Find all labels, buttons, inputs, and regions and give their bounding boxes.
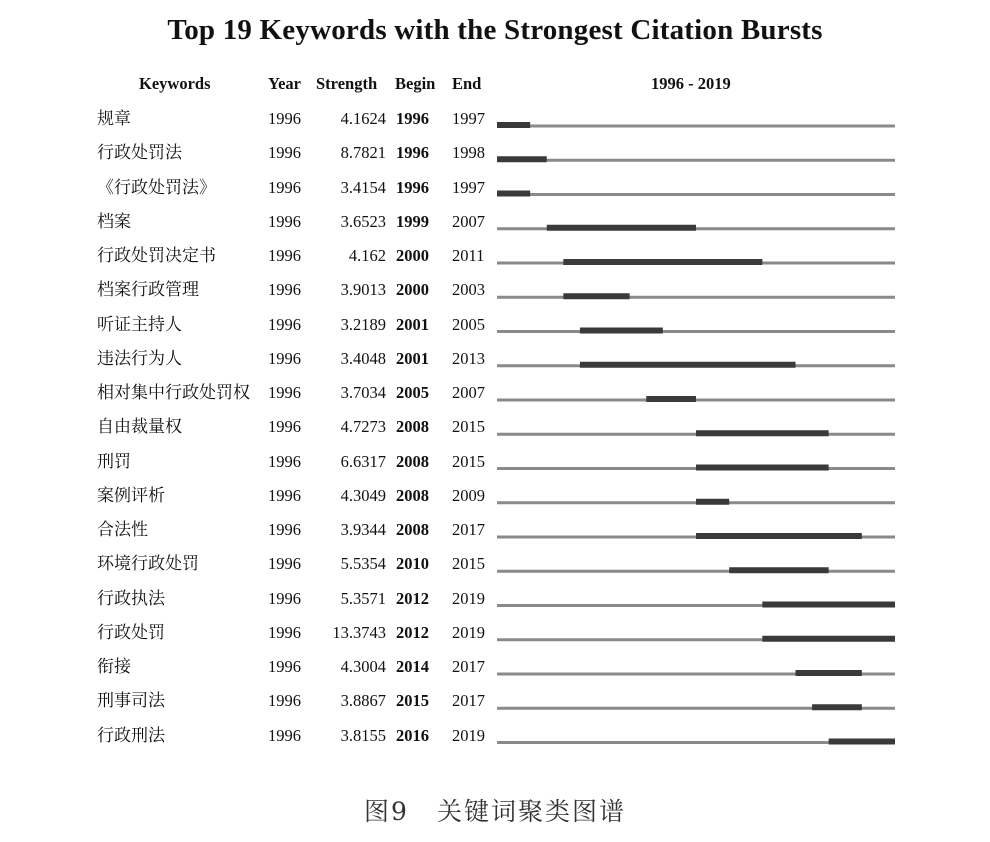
end-year: 2007 [452, 383, 485, 402]
strength-value: 3.9013 [340, 280, 386, 300]
keyword-label: 行政处罚 [97, 622, 165, 643]
strength-value: 8.7821 [340, 143, 386, 163]
end-year: 2017 [452, 657, 485, 676]
strength-value: 5.5354 [340, 554, 386, 574]
year-value: 1996 [268, 691, 301, 711]
header-keywords: Keywords [139, 74, 211, 93]
header-timeline-range: 1996 - 2019 [651, 74, 731, 93]
keyword-label: 行政执法 [97, 588, 165, 609]
header-begin: Begin [395, 74, 436, 93]
begin-year: 2001 [396, 348, 429, 368]
strength-value: 3.7034 [340, 383, 386, 402]
keyword-label: 衔接 [97, 657, 131, 677]
strength-value: 3.6523 [340, 211, 386, 231]
year-value: 1996 [268, 280, 301, 300]
keyword-label: 行政处罚决定书 [97, 246, 216, 266]
end-year: 2019 [452, 622, 485, 642]
year-value: 1996 [268, 622, 301, 642]
keyword-label: 自由裁量权 [97, 417, 182, 438]
year-value: 1996 [268, 451, 301, 471]
year-value: 1996 [268, 417, 301, 437]
keyword-label: 环境行政处罚 [97, 554, 199, 575]
strength-value: 3.8155 [340, 725, 386, 745]
chart-title: Top 19 Keywords with the Strongest Citation Bursts [167, 14, 823, 46]
strength-value: 4.7273 [340, 417, 386, 437]
year-value: 1996 [268, 485, 301, 505]
end-year: 2013 [452, 348, 485, 368]
begin-year: 2000 [396, 246, 429, 265]
strength-value: 3.8867 [340, 691, 386, 711]
begin-year: 2008 [396, 520, 429, 539]
year-value: 1996 [268, 383, 301, 402]
begin-year: 2001 [396, 314, 429, 334]
year-value: 1996 [268, 211, 301, 231]
end-year: 2005 [452, 314, 485, 334]
year-value: 1996 [268, 109, 301, 128]
keyword-label: 刑事司法 [97, 691, 165, 712]
begin-year: 2012 [396, 588, 429, 608]
keyword-label: 违法行为人 [97, 348, 182, 369]
strength-value: 3.2189 [340, 314, 386, 334]
begin-year: 1996 [396, 109, 429, 128]
strength-value: 4.162 [348, 246, 386, 265]
end-year: 2019 [452, 725, 485, 745]
begin-year: 2012 [396, 622, 429, 642]
end-year: 2017 [452, 691, 485, 711]
header-strength: Strength [316, 74, 378, 93]
end-year: 2007 [452, 211, 485, 231]
keyword-label: 档案行政管理 [97, 280, 199, 301]
end-year: 1998 [452, 143, 485, 163]
strength-value: 3.9344 [340, 520, 386, 539]
year-value: 1996 [268, 177, 301, 197]
begin-year: 2000 [396, 280, 429, 300]
end-year: 2011 [452, 246, 485, 265]
keyword-label: 相对集中行政处罚权 [97, 383, 250, 403]
strength-value: 3.4048 [340, 348, 386, 368]
strength-value: 4.3049 [340, 485, 386, 505]
keyword-label: 行政刑法 [97, 725, 165, 746]
begin-year: 2010 [396, 554, 429, 574]
end-year: 1997 [452, 177, 485, 197]
strength-value: 6.6317 [340, 451, 386, 471]
end-year: 2015 [452, 554, 485, 574]
strength-value: 4.3004 [340, 657, 386, 676]
year-value: 1996 [268, 348, 301, 368]
begin-year: 2016 [396, 725, 429, 745]
begin-year: 1996 [396, 143, 429, 163]
year-value: 1996 [268, 554, 301, 574]
keyword-label: 案例评析 [97, 485, 165, 506]
end-year: 2009 [452, 485, 485, 505]
end-year: 2015 [452, 451, 485, 471]
strength-value: 3.4154 [340, 177, 386, 197]
keyword-label: 规章 [97, 109, 131, 129]
begin-year: 2015 [396, 691, 429, 711]
begin-year: 1999 [396, 211, 429, 231]
end-year: 1997 [452, 109, 485, 128]
end-year: 2019 [452, 588, 485, 608]
begin-year: 2008 [396, 451, 429, 471]
header-end: End [452, 74, 482, 93]
begin-year: 2008 [396, 485, 429, 505]
strength-value: 13.3743 [332, 622, 386, 642]
begin-year: 2005 [396, 383, 429, 402]
year-value: 1996 [268, 246, 301, 265]
begin-year: 2014 [396, 657, 429, 676]
keyword-label: 听证主持人 [97, 314, 182, 335]
header-year: Year [268, 74, 301, 93]
year-value: 1996 [268, 657, 301, 676]
end-year: 2003 [452, 280, 485, 300]
figure-caption-text: 关键词聚类图谱 [436, 797, 626, 826]
figure-caption [0, 792, 990, 828]
keyword-label: 《行政处罚法》 [97, 177, 216, 198]
keyword-label: 合法性 [97, 520, 148, 540]
year-value: 1996 [268, 143, 301, 163]
keyword-label: 行政处罚法 [97, 143, 182, 164]
strength-value: 5.3571 [340, 588, 386, 608]
year-value: 1996 [268, 520, 301, 539]
strength-value: 4.1624 [340, 109, 386, 128]
end-year: 2017 [452, 520, 485, 539]
year-value: 1996 [268, 314, 301, 334]
year-value: 1996 [268, 588, 301, 608]
figure-number: 图9 [364, 797, 409, 826]
begin-year: 1996 [396, 177, 429, 197]
begin-year: 2008 [396, 417, 429, 437]
keyword-label: 档案 [97, 211, 131, 232]
year-value: 1996 [268, 725, 301, 745]
end-year: 2015 [452, 417, 485, 437]
keyword-label: 刑罚 [97, 451, 131, 472]
